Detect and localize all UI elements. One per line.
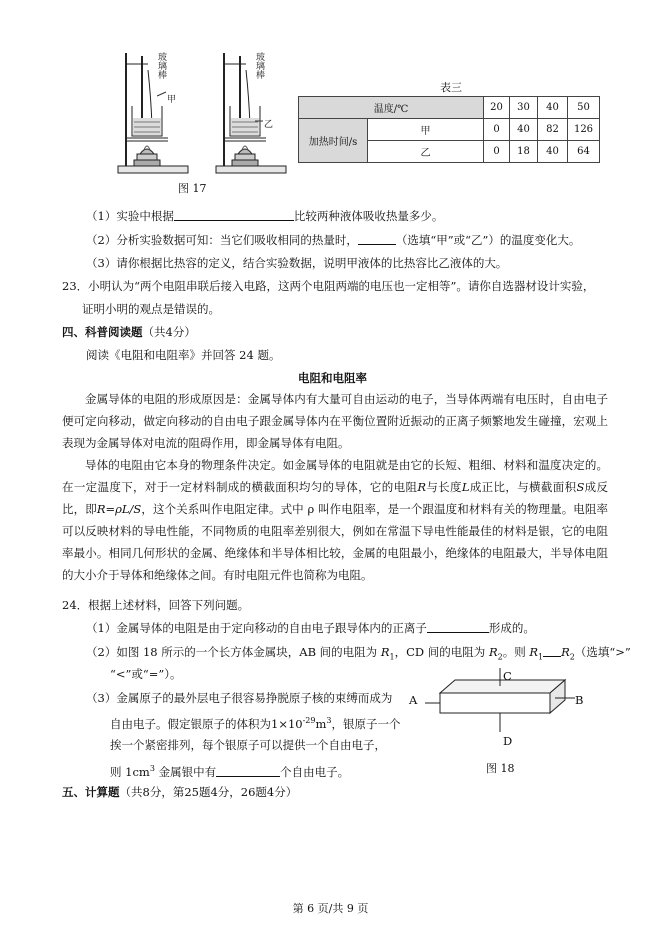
symbol-R1: R — [380, 645, 390, 659]
right-apparatus — [216, 53, 286, 173]
resistance-formula: R=ρL/S — [96, 502, 142, 516]
p2-text: ，这个关系叫作电阻定律。式中 ρ 叫作电阻率，是一个跟温度和材料有关的物理量。电阻率可以反映材料的导电性能，不同物质的电阻率差别很大，例如在常温下导电性能最佳的材料是银，它的电阻率最小。相同几何形状的金属、绝缘体和半导体相比较，金属的电阻最小，绝缘体的电阻最大，半导体电阻的大小介于导体和绝缘体之间。有时电阻元件也简称为电阻。 — [62, 502, 608, 582]
table-cell: 0 — [484, 119, 510, 141]
subscript: 1 — [538, 652, 544, 662]
table-cell: 40 — [538, 97, 568, 119]
table-3-title: 表三 — [440, 81, 462, 94]
subscript: 2 — [569, 652, 575, 662]
q24-intro: 24．根据上述材料，回答下列问题。 — [62, 598, 250, 612]
q24-part3-text-end: 个自由电子。 — [280, 764, 350, 779]
table-row — [299, 119, 600, 141]
q22-part2-text: （2）分析实验数据可知：当它们吸收相同的热量时， — [86, 233, 358, 247]
symbol-R: R — [417, 480, 426, 494]
q24-part3-line4 — [110, 761, 349, 780]
row-label: 乙 — [368, 141, 484, 163]
section-4-title: 四、科普阅读题 — [62, 325, 143, 339]
symbol-R2: R — [488, 645, 498, 659]
q24-part2-text-end: （选填“>” — [574, 645, 631, 659]
q24-part3-text: m — [315, 716, 327, 731]
q24-part3-text: ，银原子一个 — [331, 716, 401, 731]
q24-part2-text: ，CD 间的电阻为 — [394, 645, 489, 659]
figure-18-caption: 图 18 — [486, 762, 515, 775]
section-5-heading — [62, 784, 297, 800]
exponent: 3 — [149, 764, 155, 773]
table-row — [299, 97, 600, 119]
table-cell: 126 — [568, 119, 600, 141]
subscript: 2 — [497, 652, 503, 662]
left-rod-label: 玻璃棒 — [158, 53, 168, 81]
page-footer: 第 6 页/共 9 页 — [292, 902, 369, 915]
q22-part3: （3）请你根据比热容的定义，结合实验数据，说明甲液体的比热容比乙液体的大。 — [86, 256, 508, 270]
right-liquid-label: 乙 — [264, 120, 274, 130]
article-title: 电阻和电阻率 — [298, 371, 367, 385]
q24-part2-line2: “<”或“=”）。 — [110, 667, 182, 681]
point-A-label: A — [409, 693, 418, 707]
temp-header: 温度/℃ — [299, 97, 484, 119]
answer-blank[interactable] — [358, 232, 396, 245]
q24-part3-line1: （3）金属原子的最外层电子很容易挣脱原子核的束缚而成为 — [86, 691, 393, 705]
symbol-R1: R — [529, 645, 539, 659]
table-cell: 40 — [538, 141, 568, 163]
row-label: 甲 — [368, 119, 484, 141]
symbol-R2: R — [561, 645, 570, 659]
section-5-title: 五、计算题 — [62, 785, 120, 799]
p2-text: 成反比，即 — [62, 480, 609, 516]
table-cell: 20 — [484, 97, 510, 119]
q22-part2 — [86, 232, 580, 248]
q24-part2-line1 — [86, 644, 631, 665]
point-D-label: D — [503, 734, 513, 748]
q24-part1-text-end: 形成的。 — [488, 621, 535, 635]
symbol-S: S — [576, 480, 585, 494]
answer-blank[interactable] — [216, 764, 280, 777]
figure-17-apparatus — [110, 48, 300, 183]
point-C-label: C — [503, 669, 512, 683]
table-cell: 50 — [568, 97, 600, 119]
symbol-L: L — [461, 480, 470, 494]
p2-text: 成正比，与横截面积 — [469, 480, 577, 494]
q22-part1 — [86, 208, 443, 224]
q23-line1: 23．小明认为“两个电阻串联后接入电路，这两个电阻两端的电压也一定相等”。请你自选器材设计实验， — [62, 279, 595, 293]
answer-blank[interactable] — [543, 644, 561, 657]
figure-17-caption: 图 17 — [178, 182, 207, 195]
section-4-heading — [62, 324, 196, 340]
subscript: 1 — [389, 652, 395, 662]
time-header: 加热时间/s — [299, 119, 368, 163]
answer-blank[interactable] — [174, 208, 294, 221]
q24-part3-line2 — [110, 713, 400, 732]
q24-part1 — [86, 620, 535, 636]
p2-text: 与长度 — [425, 480, 462, 494]
q22-part1-text: （1）实验中根据 — [86, 209, 174, 223]
left-apparatus — [118, 53, 188, 173]
q24-part3-text: 金属银中有 — [154, 764, 217, 779]
table-cell: 30 — [510, 97, 538, 119]
point-B-label: B — [575, 693, 584, 707]
q24-part3-line3: 挨一个紧密排列，每个银原子可以提供一个自由电子， — [110, 738, 386, 752]
q23-line2: 证明小明的观点是错误的。 — [82, 302, 220, 316]
q24-part3-text: 则 1cm — [110, 764, 150, 779]
right-rod-label: 玻璃棒 — [256, 53, 266, 81]
q22-part1-text-end: 比较两种液体吸收热量多少。 — [293, 209, 444, 223]
table-cell: 18 — [510, 141, 538, 163]
table-cell: 0 — [484, 141, 510, 163]
table-cell: 64 — [568, 141, 600, 163]
section-5-score: （共8分，第25题4分，26题4分） — [119, 785, 298, 799]
table-cell: 40 — [510, 119, 538, 141]
table-cell: 82 — [538, 119, 568, 141]
article-paragraph-1: 金属导体的电阻的形成原因是：金属导体内有大量可自由运动的电子，当导体两端有电压时，自由电子便可定向移动，做定向移动的自由电子跟金属导体内在平衡位置附近振动的正离子频繁地发生碰撞，宏观上表现为金属导体对电流的阻碍作用，即金属导体有电阻。 — [62, 392, 608, 450]
article-paragraph-2 — [62, 454, 608, 586]
exponent: -29 — [302, 716, 316, 725]
section-4-intro: 阅读《电阻和电阻率》并回答 24 题。 — [86, 348, 281, 362]
q24-part2-text: 。则 — [502, 645, 530, 659]
answer-blank[interactable] — [427, 620, 489, 633]
q22-part2-text-end: （选填“甲”或“乙”）的温度变化大。 — [395, 233, 581, 247]
q24-part3-text: 自由电子。假定银原子的体积为1×10 — [110, 716, 303, 731]
p2-text: 导体的电阻由它本身的物理条件决定。如金属导体的电阻就是由它的长短、粗细、材料和温度决定的。在一定温度下，对于一定材料制成的横截面积均匀的导体，它的电阻 — [62, 458, 608, 494]
exponent: 3 — [326, 716, 332, 725]
q24-part1-text: （1）金属导体的电阻是由于定向移动的自由电子跟导体内的正离子 — [86, 621, 427, 635]
section-4-score: （共4分） — [142, 325, 196, 339]
left-liquid-label: 甲 — [167, 95, 177, 105]
q24-part2-text: （2）如图 18 所示的一个长方体金属块，AB 间的电阻为 — [86, 645, 381, 659]
table-3 — [298, 96, 600, 163]
